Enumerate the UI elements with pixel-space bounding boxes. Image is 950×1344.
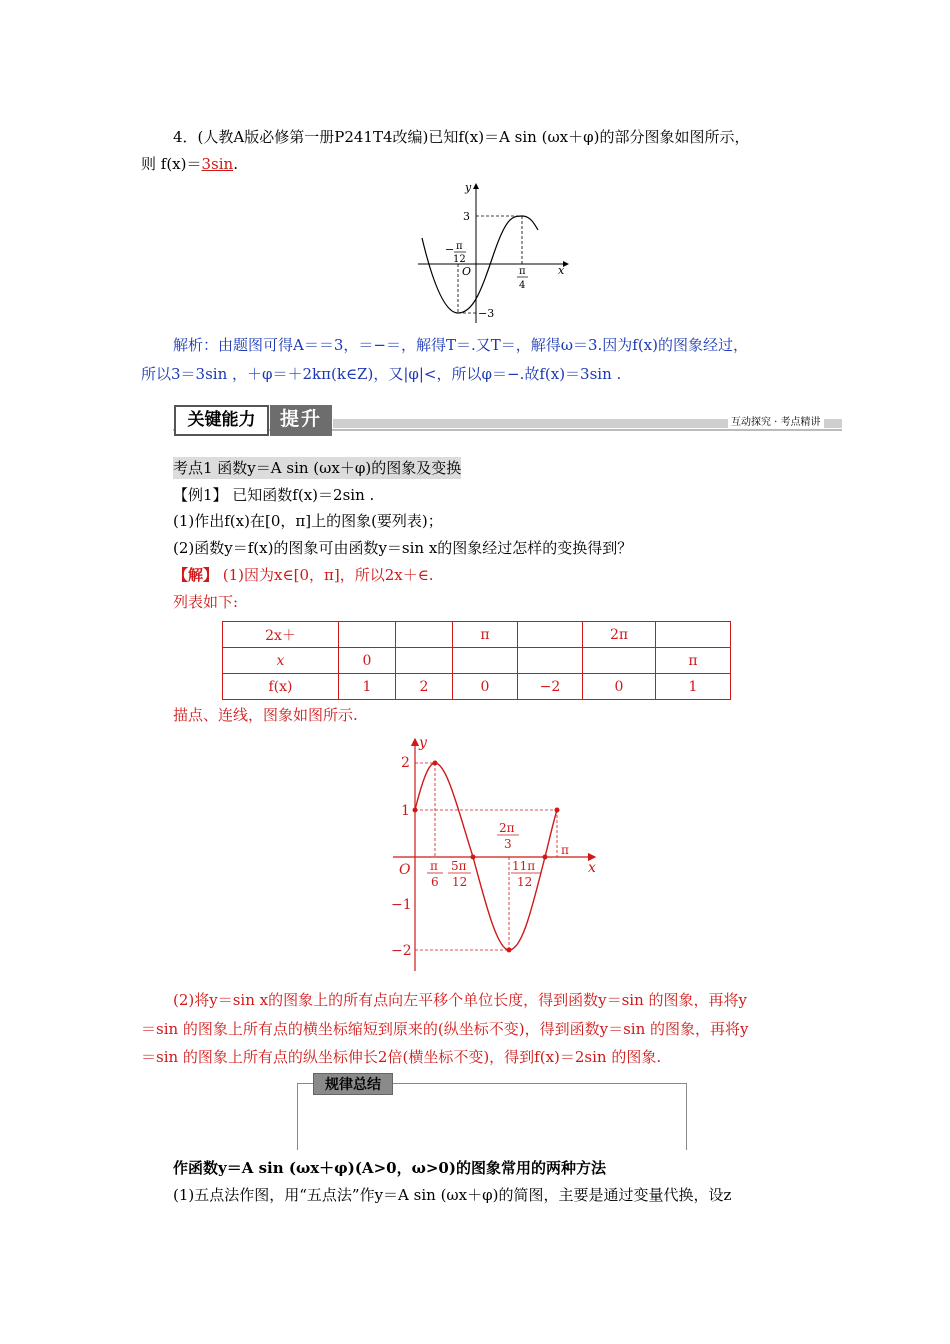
g2-label-5pi12-num: 5π	[451, 859, 467, 873]
table-cell	[518, 648, 583, 674]
banner-right-text: 互动探究 · 考点精讲	[728, 413, 824, 428]
after-table-text: 描点、连线，图象如图所示.	[173, 706, 358, 724]
table-cell: 1	[656, 674, 731, 700]
table-cell: π	[656, 648, 731, 674]
table-cell: 0	[583, 674, 656, 700]
g2-label-pi: π	[561, 843, 569, 857]
g2-y-tick-2: 2	[401, 755, 410, 771]
g1-x-label: x	[558, 264, 565, 277]
g2-point	[471, 855, 476, 860]
part2-sol-line3: ＝sin 的图象上所有点的纵坐标伸长2倍(横坐标不变)，得到f(x)＝2sin 的图象.	[141, 1048, 662, 1066]
g2-label-2pi3-num: 2π	[499, 821, 515, 835]
g2-label-11pi12-num: 11π	[512, 859, 536, 873]
g1-y-top: 3	[463, 210, 470, 223]
q4-line2-prefix: 则 f(x)＝	[141, 155, 202, 173]
example1-sol-text: (1)因为x∈[0，π]，所以2x＋∈.	[218, 566, 434, 584]
g2-label-11pi12-den: 12	[517, 875, 533, 889]
g1-x-left-den: 12	[453, 254, 466, 265]
table-cell	[339, 622, 396, 648]
table-cell: x	[223, 648, 339, 674]
table-cell: −2	[518, 674, 583, 700]
table-cell	[453, 648, 518, 674]
rule-line1: (1)五点法作图，用“五点法”作y＝A sin (ωx＋φ)的简图，主要是通过变量代换，设z	[173, 1186, 732, 1204]
g1-origin: O	[462, 265, 472, 278]
example1-sol-tag: 【解】	[173, 566, 219, 584]
g1-y-bottom: −3	[478, 307, 495, 320]
part2-sol-line2: ＝sin 的图象上所有点的横坐标缩短到原来的(纵坐标不变)，得到函数y＝sin 的图象，再将y	[141, 1020, 749, 1038]
g2-point	[555, 808, 560, 813]
graph-sine-partial	[410, 178, 580, 328]
g2-label-5pi12-den: 12	[452, 875, 468, 889]
table-cell	[583, 648, 656, 674]
g1-x-left-num: π	[456, 241, 463, 252]
graph-sine-full	[385, 733, 605, 978]
banner-title	[174, 405, 334, 436]
table-cell: 0	[339, 648, 396, 674]
g2-point	[433, 761, 438, 766]
example1-part1: (1)作出f(x)在[0，π]上的图象(要列表)；	[173, 512, 443, 530]
g2-point	[413, 808, 418, 813]
example1: 【例1】 已知函数f(x)＝2sin .	[173, 486, 375, 504]
example1-part2: (2)函数y＝f(x)的图象可由函数y＝sin x的图象经过怎样的变换得到？	[173, 539, 633, 557]
table-cell: 2x＋	[223, 622, 339, 648]
value-table	[222, 621, 731, 700]
table-cell: π	[453, 622, 518, 648]
q4-line1: 4．(人教A版必修第一册P241T4改编)已知f(x)＝A sin (ωx＋φ)的部分图象如图所示，	[173, 128, 750, 146]
g1-x-right-num: π	[519, 266, 526, 277]
solution-line1: 解析：由题图可得A＝＝3，＝−＝，解得T＝.又T＝，解得ω＝3.因为f(x)的图象经过，	[173, 336, 748, 354]
table-cell	[518, 622, 583, 648]
table-cell: 1	[339, 674, 396, 700]
solution-line2: 所以3＝3sin ，＋φ＝＋2kπ(k∈Z)，又|φ|<，所以φ＝−.故f(x)＝3sin .	[141, 365, 622, 383]
table-cell: 0	[453, 674, 518, 700]
g1-x-right-den: 4	[519, 280, 526, 291]
g2-label-pi6-den: 6	[431, 875, 439, 889]
table-row	[223, 648, 731, 674]
banner-title-main: 关键能力	[174, 405, 269, 436]
q4-line2	[141, 153, 238, 175]
g1-x-left-sign: −	[445, 243, 455, 256]
topic1-heading: 考点1 函数y＝A sin (ωx＋φ)的图象及变换	[173, 459, 462, 477]
table-cell	[396, 648, 453, 674]
g2-point	[507, 948, 512, 953]
example1-sol-line1	[173, 564, 434, 586]
table-cell	[396, 622, 453, 648]
g2-y-label: y	[419, 735, 427, 751]
example1-sol-line2: 列表如下:	[173, 593, 239, 611]
g2-label-pi6-num: π	[430, 859, 438, 873]
banner-title-highlight: 提升	[270, 405, 332, 436]
table-cell: 2	[396, 674, 453, 700]
g2-label-2pi3-den: 3	[504, 837, 512, 851]
g2-origin: O	[399, 862, 411, 878]
g2-point	[543, 855, 548, 860]
q4-answer: 3sin	[201, 155, 234, 173]
table-row	[223, 674, 731, 700]
g2-y-tick-1: 1	[401, 803, 410, 819]
q4-line2-suffix: .	[233, 155, 238, 173]
g2-y-tick-neg2: −2	[391, 943, 412, 959]
table-row	[223, 622, 731, 648]
rule-title: 作函数y＝A sin (ωx＋φ)(A>0，ω>0)的图象常用的两种方法	[173, 1159, 606, 1177]
g1-y-label: y	[465, 181, 472, 194]
table-cell	[656, 622, 731, 648]
table-cell: 2π	[583, 622, 656, 648]
rule-summary-header: 规律总结	[313, 1073, 393, 1095]
g2-x-label: x	[588, 860, 596, 876]
g2-y-tick-neg1: −1	[391, 897, 412, 913]
part2-sol-line1: (2)将y＝sin x的图象上的所有点向左平移个单位长度，得到函数y＝sin 的图象，再将y	[173, 991, 747, 1009]
table-cell: f(x)	[223, 674, 339, 700]
